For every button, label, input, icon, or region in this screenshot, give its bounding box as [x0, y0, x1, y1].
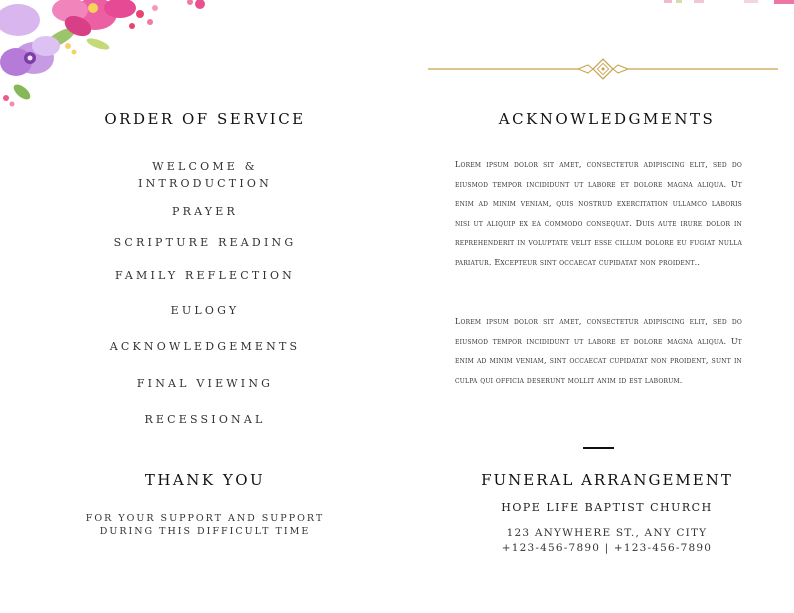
- church-address: 123 ANYWHERE ST., ANY CITY: [506, 527, 708, 539]
- funeral-arrangement-heading: FUNERAL ARRANGEMENT: [481, 471, 733, 489]
- service-item-acknowledgements: ACKNOWLEDGEMENTS: [109, 340, 301, 353]
- service-item-welcome: WELCOME &: [152, 160, 258, 173]
- acknowledgment-paragraph-1: Lorem ipsum dolor sit amet, consectetur adipiscing elit, sed do eiusmod tempor incididunt ut labore et dolore magna aliqua. Ut enim ad minim veniam, quis nostrud exercitation ullamco laboris nisi ut aliquip ex ea commodo consequat. Duis aute irure dolor in reprehenderit in voluptate velit esse cillum dolore eu fugiat nulla pariatur. Excepteur sint occaecat cupidatat non proident..: [455, 160, 742, 267]
- thank-you-heading: THANK YOU: [144, 471, 266, 489]
- service-item-scripture-reading: SCRIPTURE READING: [113, 236, 297, 249]
- gold-ornamental-divider: [428, 58, 778, 80]
- service-item-recessional: RECESSIONAL: [144, 413, 266, 426]
- church-name: HOPE LIFE BAPTIST CHURCH: [501, 501, 713, 514]
- thank-you-line-2: DURING THIS DIFFICULT TIME: [99, 526, 311, 537]
- service-item-final-viewing: FINAL VIEWING: [136, 377, 274, 390]
- thank-you-line-1: FOR YOUR SUPPORT AND SUPPORT: [85, 513, 325, 524]
- order-of-service-heading: ORDER OF SERVICE: [104, 110, 306, 128]
- floral-edge-decoration: [664, 0, 794, 4]
- acknowledgment-paragraph-2: Lorem ipsum dolor sit amet, consectetur adipiscing elit, sed do eiusmod tempor incididunt ut labore et dolore magna aliqua. Ut enim ad minim veniam, sint occaecat cupidatat non proident, sunt in culpa qui officia deserunt mollit anim id est laborum.: [455, 317, 742, 385]
- service-item-family-reflection: FAMILY REFLECTION: [114, 269, 295, 282]
- right-panel: [420, 0, 794, 613]
- service-item-eulogy: EULOGY: [170, 304, 240, 317]
- black-divider-bar: [583, 447, 614, 449]
- service-item-introduction: INTRODUCTION: [138, 177, 272, 190]
- acknowledgments-heading: ACKNOWLEDGMENTS: [498, 110, 716, 128]
- church-phones: +123-456-7890 | +123-456-7890: [501, 542, 713, 554]
- floral-corner-illustration: [0, 0, 215, 112]
- service-item-prayer: PRAYER: [172, 205, 238, 218]
